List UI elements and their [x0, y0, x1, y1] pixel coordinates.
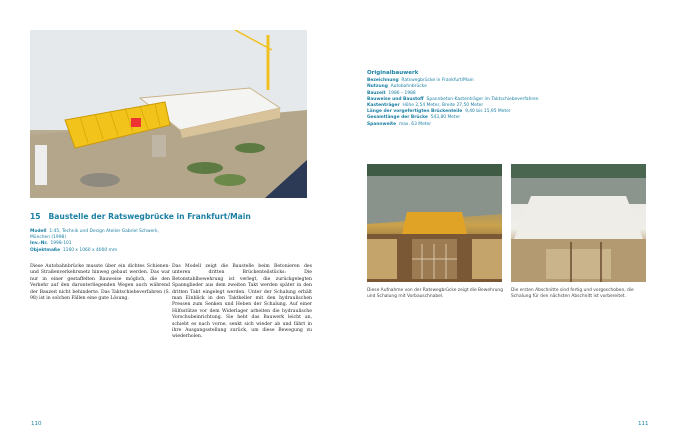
info-value: max. 63 Meter — [398, 121, 431, 127]
info-label: Bauweise und Baustoff — [367, 96, 424, 102]
info-row — [367, 122, 557, 128]
model-meta — [30, 229, 180, 254]
meta-value: 1998-101 — [50, 241, 72, 247]
original-structure-info — [367, 70, 557, 128]
body-text-column-2: Das Modell zeigt die Baustelle beim Betonieren des unteren dritten Brückenteilstücks: Die Betonstahlbewehrung ist verlegt, die zurückgelegten Spannglieder aus dem zweiten Takt werden später in den dritten Takt eingelegt werden. Unter der Schalung erhält man Einblick in den Taktkeller mit den hydraulischen Pressen zum Senken und Heben der Schalung. Auf einer Hilfsstütze vor dem Widerlager arbeiten die hydraulische Vorschubeinrichtung. Sie hebt das Bauwerk leicht an, schiebt es nach vorne, senkt sich wieder ab und fährt in ihre Ausgangsstellung zurück, um diese Bewegung zu wiederholen. — [172, 264, 312, 340]
info-label: Länge der vorgefertigten Brückenteile — [367, 109, 463, 115]
info-label: Gesamtlänge der Brücke — [367, 115, 428, 121]
info-value: Ratswegbrücke in Frankfurt/Main — [401, 78, 474, 84]
meta-label: Objektmaße — [30, 247, 61, 253]
construction-photo-deck — [511, 164, 646, 282]
body-text-column-1: Diese Autobahnbrücke musste über ein dichtes Schienen- und Straßenverkehrsnetz hinweg gebaut werden. Das war nur in einer gestaffelten Bauweise möglich, die den Verkehr auf den darunterliegenden Wegen auch während der Bauzeit nicht behinderte. Das Taktschiebeverfahren (S. 98) ist in solchen Fällen eine gute Lösung. — [30, 264, 170, 302]
formwork-illustration — [367, 164, 502, 282]
info-value: 9,40 bis 15,95 Meter — [465, 109, 511, 115]
info-label: Bezeichnung — [367, 78, 399, 84]
deck-illustration — [511, 164, 646, 282]
info-value: Höhe 2,54 Meter, Breite 27,50 Meter — [402, 103, 484, 109]
meta-row — [30, 229, 180, 241]
page-number-left: 110 — [31, 421, 42, 427]
section-heading — [30, 212, 251, 221]
info-value: 543,80 Meter — [430, 115, 461, 121]
caption-left-photo: Diese Aufnahme von der Ratswegbrücke zeigt die Bewehrung und Schalung mit Vorbauschnabel. — [367, 288, 503, 299]
caption-right-photo: Die ersten Abschnitte sind fertig und vorgeschoben, die Schalung für den nächsten Abschnitt ist vorbereitet. — [511, 288, 634, 299]
info-label: Bauzeit — [367, 90, 386, 96]
page-number-right: 111 — [638, 421, 649, 427]
meta-value: 1160 x 1060 x 4000 mm — [62, 247, 118, 253]
info-label: Spannweite — [367, 121, 397, 127]
info-value: 1986 – 1988 — [388, 90, 416, 96]
bridge-model-illustration — [30, 30, 307, 198]
info-title: Originalbauwerk — [367, 70, 419, 76]
section-title: Baustelle der Ratswegbrücke in Frankfurt/Main — [48, 212, 251, 221]
meta-label: Inv.-Nr. — [30, 241, 48, 247]
meta-value: 1:45, Technik und Design Atelier Gabriel Schwerk, München (1998) — [30, 229, 159, 241]
construction-photo-formwork — [367, 164, 502, 282]
info-value: Spannbeton-Kastenträger im Taktschiebeverfahren — [426, 96, 539, 102]
meta-row — [30, 248, 180, 254]
info-label: Kastenträger — [367, 103, 400, 109]
meta-label: Modell — [30, 229, 47, 234]
info-label: Nutzung — [367, 84, 388, 90]
info-value: Autobahnbrücke — [390, 84, 427, 90]
section-number: 15 — [30, 212, 41, 221]
model-photo — [30, 30, 307, 198]
